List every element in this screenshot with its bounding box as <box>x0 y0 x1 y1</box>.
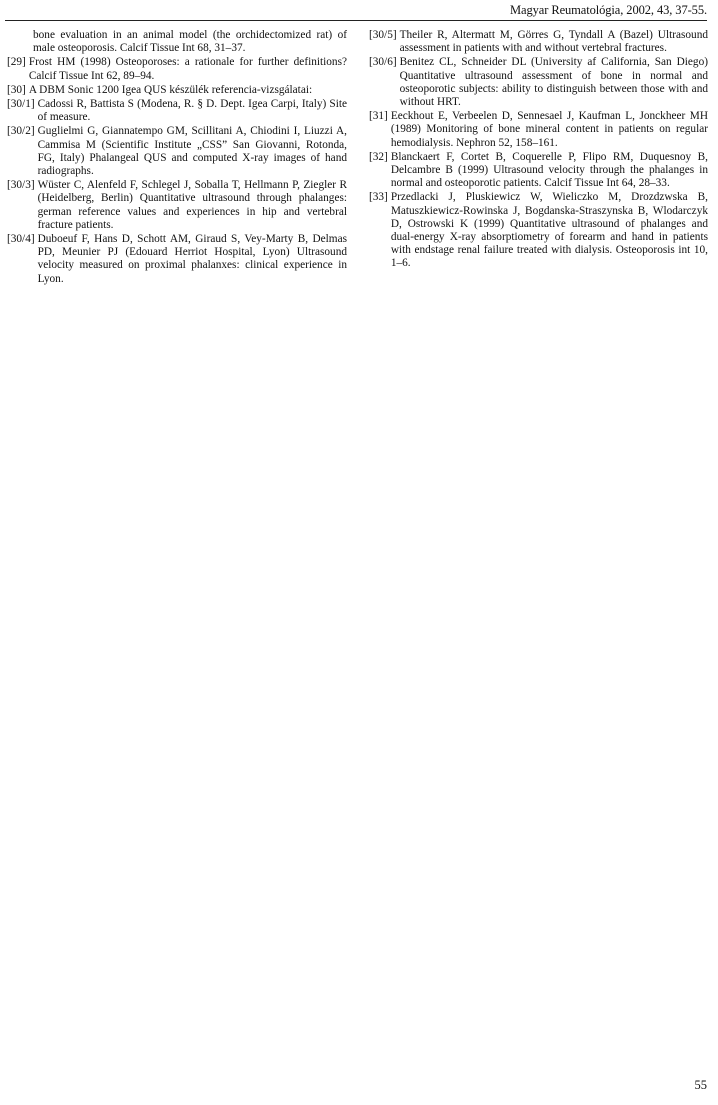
reference-number: [30/2] <box>7 125 35 138</box>
reference-30 <box>7 84 347 97</box>
reference-number: [30/6] <box>369 56 397 69</box>
reference-30-5 <box>369 29 708 55</box>
reference-30-2 <box>7 125 347 178</box>
reference-number: [30/4] <box>7 233 35 246</box>
reference-30-6 <box>369 56 708 109</box>
right-column <box>369 29 708 272</box>
reference-text: Przedlacki J, Pluskiewicz W, Wieliczko M, Drozdzwska B, Matuszkiewicz-Rowinska J, Bogdanska-Straszynska B, Wlodarczyk D, Ostrowski K (1999) Quantitative ultrasound of phalanges and dual-energy X-ray absorptiometry of forearm and hand in patients with endstage renal failure treated with dialysis. Osteoporosis int 10, 1–6. <box>390 191 708 270</box>
reference-number: [30/5] <box>369 29 397 41</box>
reference-text: Eeckhout E, Verbeelen D, Sennesael J, Kaufman L, Jonckheer MH (1989) Monitoring of bone mineral content in patients on regular hemodialysis. Nephron 52, 158–161. <box>390 110 708 149</box>
reference-number: [30/3] <box>7 179 35 192</box>
reference-text: Frost HM (1998) Osteoporoses: a rationale for further definitions? Calcif Tissue Int 62, 89–94. <box>28 56 347 82</box>
running-header: Magyar Reumatológia, 2002, 43, 37-55. <box>510 3 707 17</box>
reference-text: Wüster C, Alenfeld F, Schlegel J, Soballa T, Hellmann P, Ziegler R (Heidelberg, Berlin) Quantitative ultrasound through phalanges: german reference values and experiences in hip and vertebral fracture patients. <box>37 179 347 231</box>
reference-number: [29] <box>7 56 26 69</box>
reference-number: [30] <box>7 83 26 96</box>
reference-33 <box>369 191 708 270</box>
reference-31 <box>369 110 708 150</box>
reference-text: Duboeuf F, Hans D, Schott AM, Giraud S, Vey-Marty B, Delmas PD, Meunier PJ (Edouard Herriot Hospital, Lyon) Ultrasound velocity measured on proximal phalanxes: clinical experience in Lyon. <box>37 233 347 285</box>
reference-text: Guglielmi G, Giannatempo GM, Scillitani A, Chiodini I, Liuzzi A, Cammisa M (Scientific Institute „CSS” San Giovanni, Rotonda, FG, Italy) Phalangeal QUS and computed X-ray images of hand radiographs. <box>37 125 347 178</box>
header-rule <box>5 20 707 21</box>
reference-text: Cadossi R, Battista S (Modena, R. § D. Dept. Igea Carpi, Italy) Site of measure. <box>37 98 347 124</box>
reference-32 <box>369 151 708 191</box>
reference-text: A DBM Sonic 1200 Igea QUS készülék referencia-vizsgálatai: <box>28 83 313 96</box>
reference-number: [30/1] <box>7 98 35 111</box>
reference-number: [31] <box>369 110 388 123</box>
reference-30-1 <box>7 98 347 124</box>
left-column <box>7 29 347 287</box>
reference-text: Blanckaert F, Cortet B, Coquerelle P, Flipo RM, Duquesnoy B, Delcambre B (1999) Ultrasound velocity through the phalanges in normal and osteoporotic patients. Calcif Tissue Int 64, 28–33. <box>390 150 708 190</box>
reference-continuation: bone evaluation in an animal model (the orchidectomized rat) of male osteoporosis. Calcif Tissue Int 68, 31–37. <box>33 29 347 55</box>
reference-29 <box>7 56 347 82</box>
reference-number: [33] <box>369 191 388 204</box>
reference-text: Benitez CL, Schneider DL (University af California, San Diego) Quantitative ultrasound assessment of bone in normal and osteoporotic subjects: ability to distinguish between those with and without HRT. <box>399 56 708 109</box>
reference-30-4 <box>7 233 347 286</box>
reference-30-3 <box>7 179 347 232</box>
page-number: 55 <box>694 1078 707 1092</box>
reference-number: [32] <box>369 150 388 163</box>
reference-text: Theiler R, Altermatt M, Görres G, Tyndall A (Bazel) Ultrasound assessment in patients with and without vertebral fractures. <box>399 29 708 55</box>
